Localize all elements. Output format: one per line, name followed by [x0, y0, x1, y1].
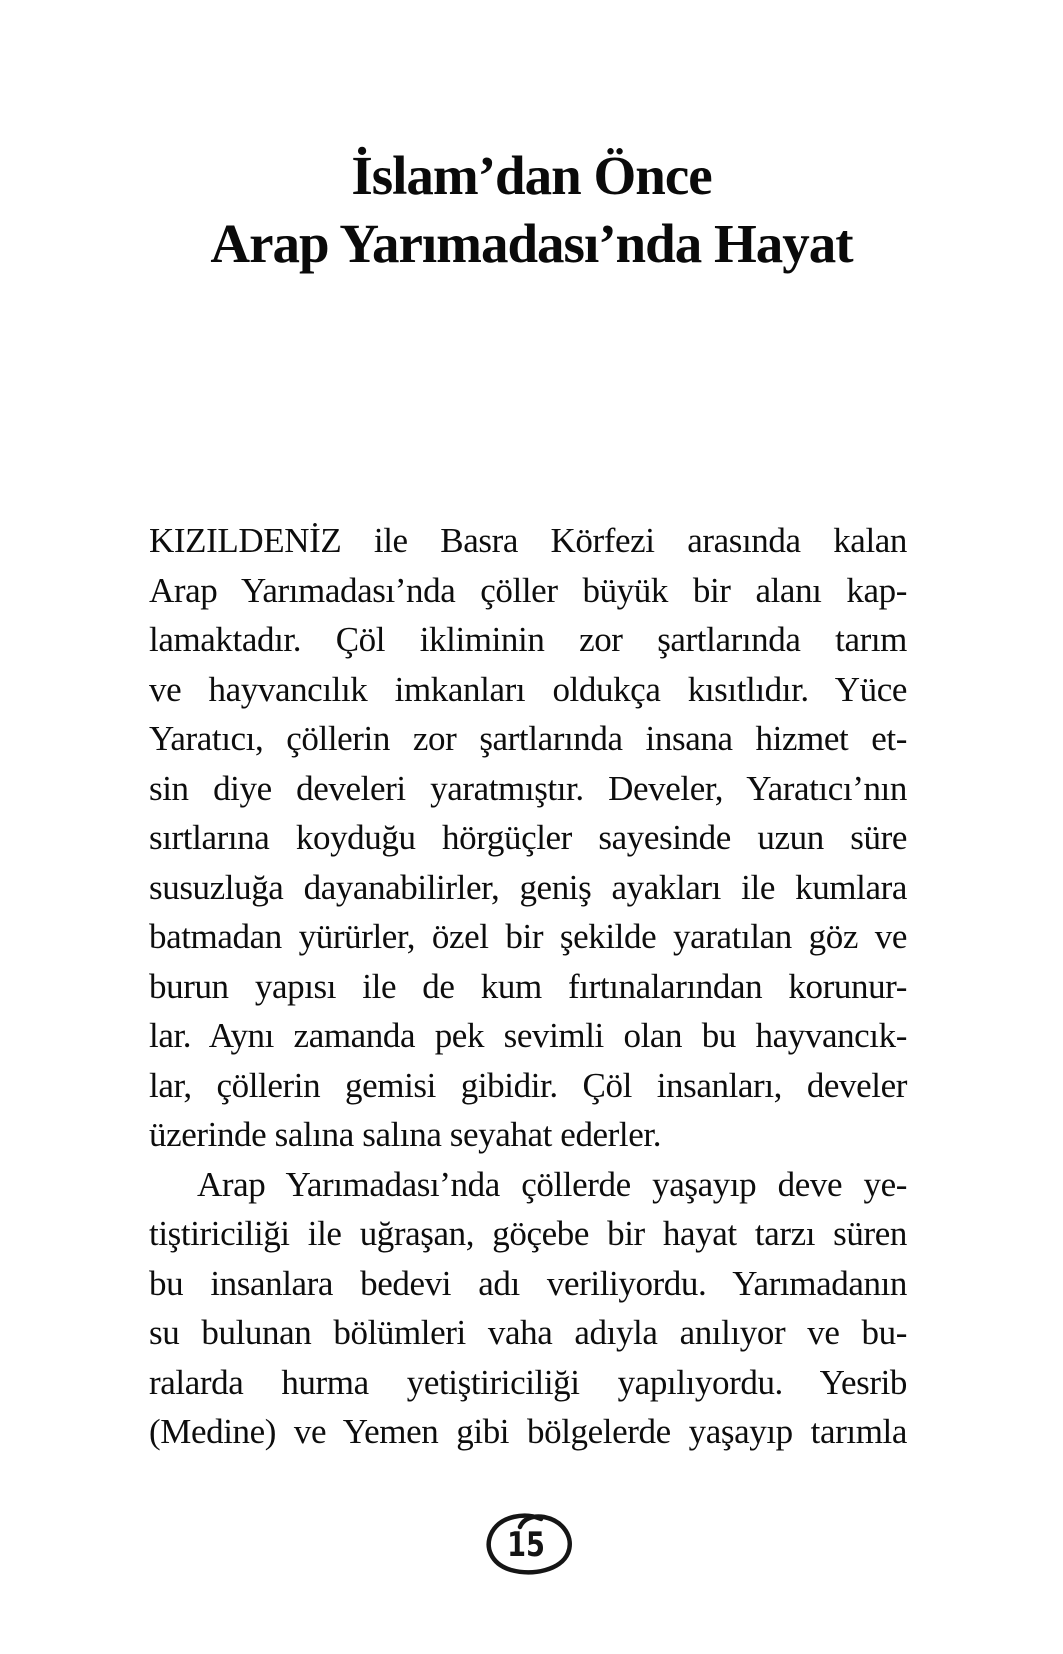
body-text-line: KIZILDENİZ ile Basra Körfezi arasında kalan	[149, 521, 907, 560]
body-text-line: burun yapısı ile de kum fırtınalarından korunur-	[149, 966, 907, 1006]
body-text-line: susuzluğa dayanabilirler, geniş ayakları ile kumlara	[149, 867, 907, 907]
body-text-line: Arap Yarımadası’nda çöllerde yaşayıp deve ye-	[197, 1164, 907, 1204]
body-text-line: (Medine) ve Yemen gibi bölgelerde yaşayıp tarımla	[149, 1412, 907, 1451]
body-text-line: Arap Yarımadası’nda çöller büyük bir alanı kap-	[149, 570, 907, 610]
body-text-line: sırtlarına koyduğu hörgüçler sayesinde uzun süre	[149, 818, 907, 857]
chapter-title-line-1: İslam’dan Önce	[351, 145, 712, 206]
body-text	[149, 516, 907, 1457]
body-text-line: lar, çöllerin gemisi gibidir. Çöl insanları, develer	[149, 1065, 907, 1105]
body-text-line: batmadan yürürler, özel bir şekilde yaratılan göz ve	[149, 917, 907, 956]
body-text-line: Yaratıcı, çöllerin zor şartlarında insana hizmet et-	[149, 719, 907, 758]
body-text-line: sin diye develeri yaratmıştır. Develer, Yaratıcı’nın	[149, 768, 907, 808]
body-text-line: su bulunan bölümleri vaha adıyla anılıyor ve bu-	[149, 1313, 907, 1352]
page-number-value: 15	[507, 1525, 545, 1565]
body-text-line: üzerinde salına salına seyahat ederler.	[149, 1115, 662, 1154]
body-text-line: bu insanlara bedevi adı veriliyordu. Yarımadanın	[149, 1263, 907, 1303]
body-text-line: lar. Aynı zamanda pek sevimli olan bu hayvancık-	[149, 1016, 907, 1055]
body-text-line: lamaktadır. Çöl ikliminin zor şartlarında tarım	[149, 620, 907, 659]
chapter-title-line-2: Arap Yarımadası’nda Hayat	[210, 213, 853, 274]
chapter-title	[0, 142, 1063, 278]
body-text-line: ve hayvancılık imkanları oldukça kısıtlıdır. Yüce	[149, 669, 907, 709]
body-text-line: ralarda hurma yetiştiriciliği yapılıyordu. Yesrib	[149, 1362, 907, 1402]
page-number	[481, 1506, 577, 1582]
body-text-line: tiştiriciliği ile uğraşan, göçebe bir hayat tarzı süren	[149, 1214, 907, 1253]
